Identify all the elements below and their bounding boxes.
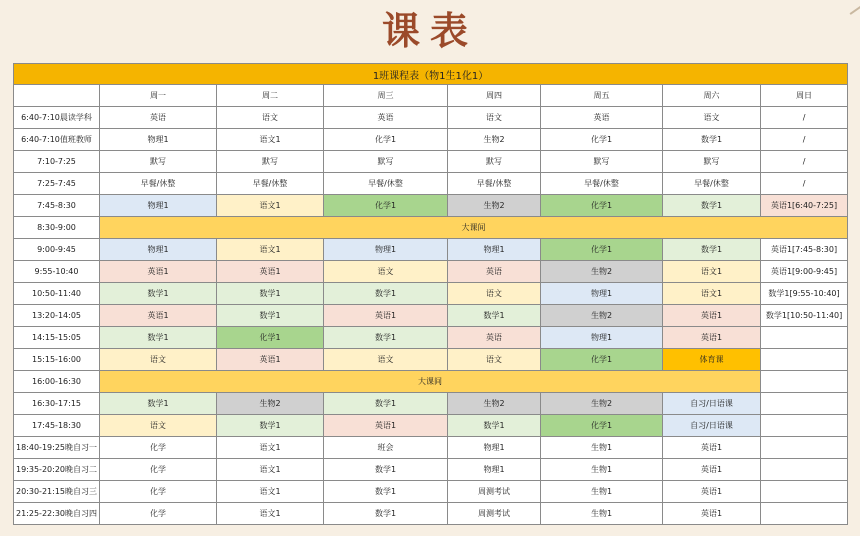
schedule-cell: 英语	[541, 107, 663, 129]
schedule-cell: 语文	[324, 349, 448, 371]
schedule-cell: 生物2	[541, 261, 663, 283]
time-slot: 7:25-7:45	[14, 173, 100, 195]
table-row	[14, 481, 848, 503]
time-slot: 13:20-14:05	[14, 305, 100, 327]
table-row	[14, 503, 848, 525]
table-row	[14, 129, 848, 151]
table-row	[14, 195, 848, 217]
schedule-cell: 语文	[448, 107, 541, 129]
schedule-cell: 英语	[448, 327, 541, 349]
schedule-cell	[761, 437, 848, 459]
table-row	[14, 415, 848, 437]
table-row	[14, 305, 848, 327]
time-slot: 15:15-16:00	[14, 349, 100, 371]
header-row	[14, 85, 848, 107]
day-header: 周三	[324, 85, 448, 107]
schedule-cell: 默写	[100, 151, 217, 173]
schedule-cell: 英语1	[324, 305, 448, 327]
table-row	[14, 173, 848, 195]
schedule-cell: 数学1	[324, 393, 448, 415]
time-slot: 9:00-9:45	[14, 239, 100, 261]
schedule-cell: 默写	[663, 151, 761, 173]
schedule-cell: 语文	[324, 261, 448, 283]
time-slot: 6:40-7:10值班教师	[14, 129, 100, 151]
schedule-cell: 英语1	[663, 305, 761, 327]
schedule-cell: 化学1	[541, 129, 663, 151]
schedule-cell: 英语1[6:40-7:25]	[761, 195, 848, 217]
table-row	[14, 239, 848, 261]
schedule-cell: 语文	[100, 349, 217, 371]
time-slot: 19:35-20:20晚自习二	[14, 459, 100, 481]
day-header: 周五	[541, 85, 663, 107]
schedule-cell	[761, 459, 848, 481]
table-row	[14, 107, 848, 129]
schedule-cell: 英语	[100, 107, 217, 129]
schedule-cell: 英语1	[663, 481, 761, 503]
schedule-cell: 英语1	[663, 437, 761, 459]
schedule-cell: 默写	[217, 151, 324, 173]
time-slot: 10:50-11:40	[14, 283, 100, 305]
schedule-cell: 数学1	[100, 327, 217, 349]
time-slot: 18:40-19:25晚自习一	[14, 437, 100, 459]
schedule-cell: 自习/日语课	[663, 415, 761, 437]
schedule-cell: 语文	[448, 283, 541, 305]
day-header: 周四	[448, 85, 541, 107]
schedule-cell: 生物2	[541, 305, 663, 327]
schedule-cell: 化学1	[541, 415, 663, 437]
schedule-cell: 数学1	[324, 503, 448, 525]
schedule-cell: 数学1	[663, 129, 761, 151]
schedule-cell: 英语	[448, 261, 541, 283]
time-slot: 21:25-22:30晚自习四	[14, 503, 100, 525]
schedule-cell: 语文	[663, 107, 761, 129]
schedule-cell: 生物2	[448, 129, 541, 151]
schedule-cell: 语文	[448, 349, 541, 371]
schedule-cell: 英语1	[100, 305, 217, 327]
schedule-cell: 生物2	[448, 195, 541, 217]
break-band: 大课间	[100, 371, 761, 393]
schedule-cell: 物理1	[541, 283, 663, 305]
day-header: 周一	[100, 85, 217, 107]
schedule-cell: 体育课	[663, 349, 761, 371]
schedule-cell: 物理1	[100, 195, 217, 217]
schedule-cell: /	[761, 129, 848, 151]
schedule-cell	[761, 415, 848, 437]
schedule-cell: 化学	[100, 437, 217, 459]
schedule-cell: 化学1	[324, 195, 448, 217]
schedule-cell: 语文1	[217, 195, 324, 217]
schedule-cell: /	[761, 107, 848, 129]
schedule-cell: 数学1	[100, 393, 217, 415]
time-slot: 6:40-7:10晨读学科	[14, 107, 100, 129]
table-row	[14, 349, 848, 371]
table-row	[14, 459, 848, 481]
schedule-cell	[761, 327, 848, 349]
schedule-cell	[761, 503, 848, 525]
schedule-cell: 默写	[541, 151, 663, 173]
schedule-cell: 早餐/休整	[324, 173, 448, 195]
schedule-cell: 数学1	[324, 459, 448, 481]
schedule-cell: 数学1	[324, 481, 448, 503]
schedule-cell: 英语1	[324, 415, 448, 437]
schedule-cell: 数学1	[448, 305, 541, 327]
schedule-cell: 早餐/休整	[100, 173, 217, 195]
page-title: 课表	[381, 8, 478, 53]
schedule-cell: 物理1	[100, 129, 217, 151]
schedule-cell: 数学1	[663, 239, 761, 261]
schedule-cell: 化学	[100, 503, 217, 525]
schedule-cell: 化学	[100, 459, 217, 481]
schedule-cell: 语文1	[217, 239, 324, 261]
schedule-cell: 物理1	[448, 239, 541, 261]
schedule-cell	[761, 371, 848, 393]
schedule-cell: 自习/日语课	[663, 393, 761, 415]
schedule-cell: 语文1	[217, 437, 324, 459]
schedule-cell: 英语1[9:00-9:45]	[761, 261, 848, 283]
time-slot: 16:30-17:15	[14, 393, 100, 415]
schedule-cell: 数学1	[217, 283, 324, 305]
schedule-cell: 英语1	[663, 459, 761, 481]
schedule-cell: 生物1	[541, 437, 663, 459]
table-row	[14, 393, 848, 415]
schedule-cell: 数学1	[448, 415, 541, 437]
day-header: 周六	[663, 85, 761, 107]
schedule-cell: 默写	[448, 151, 541, 173]
schedule-cell: 物理1	[324, 239, 448, 261]
table-row	[14, 261, 848, 283]
header-corner	[14, 85, 100, 107]
table-row	[14, 217, 848, 239]
schedule-cell: 物理1	[448, 437, 541, 459]
schedule-cell: 物理1	[100, 239, 217, 261]
schedule-cell: 生物1	[541, 481, 663, 503]
day-header: 周二	[217, 85, 324, 107]
schedule-cell: 英语1	[217, 261, 324, 283]
schedule-cell: 早餐/休整	[663, 173, 761, 195]
schedule-cell: /	[761, 151, 848, 173]
schedule-cell: 周测考试	[448, 481, 541, 503]
schedule-cell: 数学1	[217, 305, 324, 327]
schedule-cell	[761, 349, 848, 371]
schedule-cell: 班会	[324, 437, 448, 459]
time-slot: 20:30-21:15晚自习三	[14, 481, 100, 503]
schedule-cell: 生物1	[541, 503, 663, 525]
schedule-cell: 化学1	[217, 327, 324, 349]
time-slot: 14:15-15:05	[14, 327, 100, 349]
schedule-cell: 数学1[9:55-10:40]	[761, 283, 848, 305]
time-slot: 17:45-18:30	[14, 415, 100, 437]
schedule-cell	[761, 481, 848, 503]
table-row	[14, 283, 848, 305]
schedule-cell	[761, 393, 848, 415]
time-slot: 16:00-16:30	[14, 371, 100, 393]
schedule-cell: 语文1	[217, 129, 324, 151]
time-slot: 9:55-10:40	[14, 261, 100, 283]
schedule-cell: 语文1	[663, 283, 761, 305]
schedule-cell: 物理1	[541, 327, 663, 349]
schedule-cell: 化学1	[541, 349, 663, 371]
schedule-cell: 数学1[10:50-11:40]	[761, 305, 848, 327]
schedule-cell: 生物2	[217, 393, 324, 415]
schedule-cell: 数学1	[100, 283, 217, 305]
time-slot: 7:45-8:30	[14, 195, 100, 217]
schedule-cell: 数学1	[663, 195, 761, 217]
schedule-cell: 化学1	[541, 195, 663, 217]
break-band: 大课间	[100, 217, 848, 239]
schedule-cell: 英语1	[217, 349, 324, 371]
schedule-cell: 早餐/休整	[448, 173, 541, 195]
table-title: 1班课程表（物1生1化1）	[14, 64, 848, 85]
schedule-cell: 物理1	[448, 459, 541, 481]
schedule-cell: 周测考试	[448, 503, 541, 525]
schedule-cell: 默写	[324, 151, 448, 173]
table-row	[14, 437, 848, 459]
schedule-cell: 数学1	[324, 327, 448, 349]
schedule-cell: 生物2	[448, 393, 541, 415]
schedule-cell: 生物2	[541, 393, 663, 415]
schedule-cell: 化学1	[541, 239, 663, 261]
time-slot: 7:10-7:25	[14, 151, 100, 173]
table-row	[14, 151, 848, 173]
schedule-table	[13, 63, 848, 525]
schedule-cell: 英语1[7:45-8:30]	[761, 239, 848, 261]
schedule-cell: 语文1	[217, 481, 324, 503]
schedule-cell: 英语	[324, 107, 448, 129]
schedule-cell: 语文	[217, 107, 324, 129]
schedule-cell: 英语1	[663, 327, 761, 349]
schedule-cell: 早餐/休整	[217, 173, 324, 195]
schedule-cell: 语文1	[217, 503, 324, 525]
table-row	[14, 371, 848, 393]
schedule-cell: 化学1	[324, 129, 448, 151]
schedule-cell: 语文	[100, 415, 217, 437]
time-slot: 8:30-9:00	[14, 217, 100, 239]
schedule-cell: 英语1	[663, 503, 761, 525]
schedule-cell: 语文1	[663, 261, 761, 283]
schedule-cell: /	[761, 173, 848, 195]
schedule-cell: 数学1	[217, 415, 324, 437]
schedule-cell: 语文1	[217, 459, 324, 481]
schedule-cell: 英语1	[100, 261, 217, 283]
schedule-cell: 生物1	[541, 459, 663, 481]
table-row	[14, 327, 848, 349]
schedule-cell: 化学	[100, 481, 217, 503]
schedule-cell: 早餐/休整	[541, 173, 663, 195]
day-header: 周日	[761, 85, 848, 107]
schedule-cell: 数学1	[324, 283, 448, 305]
